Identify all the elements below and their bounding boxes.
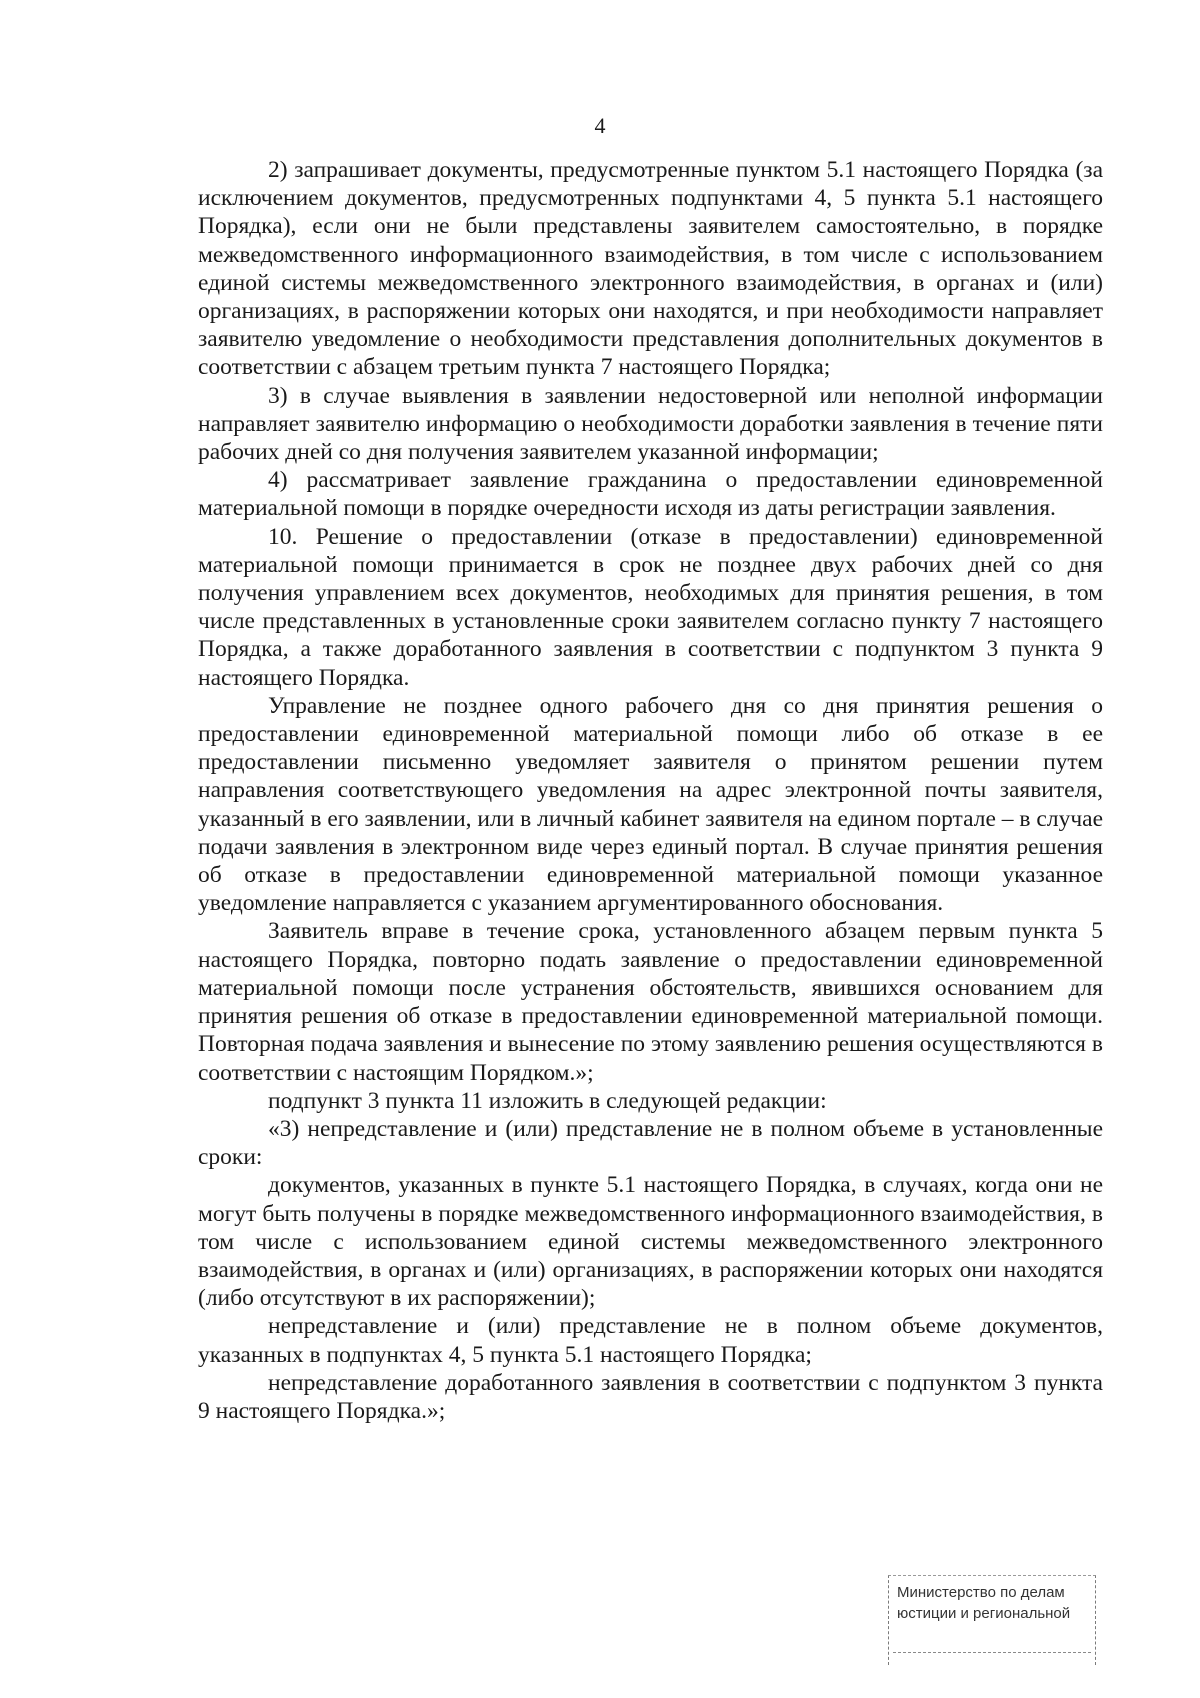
stamp-border <box>893 1652 1091 1653</box>
stamp-line-1: Министерство по делам <box>897 1584 1065 1601</box>
paragraph-new-subitem-3: «3) непредставление и (или) представление не в полном объеме в установленные сроки: <box>198 1115 1103 1171</box>
paragraph-amendment-intro: подпункт 3 пункта 11 изложить в следующей редакции: <box>268 1087 827 1114</box>
paragraph-subitem-3: 3) в случае выявления в заявлении недостоверной или неполной информации направляет заявителю информацию о необходимости доработки заявления в течение пяти рабочих дней со дня получения заявителем указанной информации; <box>198 382 1103 466</box>
stamp-line-2: юстиции и региональной <box>897 1605 1071 1622</box>
paragraph-nonsubmission-docs: непредставление и (или) представление не в полном объеме документов, указанных в подпунктах 4, 5 пункта 5.1 настоящего Порядка; <box>198 1313 1103 1368</box>
paragraph-notification: Управление не позднее одного рабочего дня со дня принятия решения о предоставлении единовременной материальной помощи либо об отказе в ее предоставлении письменно уведомляет заявителя о принятом решении путем направления соответствующего уведомления на адрес электронной почты заявителя, указанный в его заявлении, или в личный кабинет заявителя на едином портале – в случае подачи заявления в электронном виде через единый портал. В случае принятия решения об отказе в предоставлении единовременной материальной помощи указанное уведомление направляется с указанием аргументированного обоснования. <box>198 692 1103 917</box>
ministry-stamp <box>888 1575 1096 1665</box>
paragraph-resubmission: Заявитель вправе в течение срока, установленного абзацем первым пункта 5 настоящего Порядка, повторно подать заявление о предоставлении единовременной материальной помощи после устранения обстоятельств, явившихся основанием для принятия решения об отказе в предоставлении единовременной материальной помощи. Повторная подача заявления и вынесение по этому заявлению решения осуществляются в соответствии с настоящим Порядком.»; <box>198 918 1103 1086</box>
paragraph-item-10: 10. Решение о предоставлении (отказе в предоставлении) единовременной материальной помощи принимается в срок не позднее двух рабочих дней со дня получения управлением всех документов, необходимых для принятия решения, в том числе представленных в установленные сроки заявителем согласно пункту 7 настоящего Порядка, а также доработанного заявления в соответствии с подпунктом 3 пункта 9 настоящего Порядка. <box>198 523 1103 691</box>
paragraph-documents: документов, указанных в пункте 5.1 настоящего Порядка, в случаях, когда они не могут быть получены в порядке межведомственного информационного взаимодействия, в том числе с использованием единой системы межведомственного электронного взаимодействия, в органах и (или) организациях, в распоряжении которых они находятся (либо отсутствуют в их распоряжении); <box>198 1172 1103 1312</box>
paragraph-subitem-2: 2) запрашивает документы, предусмотренные пунктом 5.1 настоящего Порядка (за исключением документов, предусмотренных подпунктами 4, 5 пункта 5.1 настоящего Порядка), если они не были представлены заявителем самостоятельно, в порядке межведомственного информационного взаимодействия, в том числе с использованием единой системы межведомственного электронного взаимодействия, в органах и (или) организациях, в распоряжении которых они находятся, и при необходимости направляет заявителю уведомление о необходимости представления дополнительных документов в соответствии с абзацем третьим пункта 7 настоящего Порядка; <box>198 157 1103 381</box>
page-number: 4 <box>594 113 606 138</box>
paragraph-nonsubmission-application: непредставление доработанного заявления в соответствии с подпунктом 3 пункта 9 настоящего Порядка.»; <box>198 1369 1103 1424</box>
paragraph-subitem-4: 4) рассматривает заявление гражданина о предоставлении единовременной материальной помощи в порядке очередности исходя из даты регистрации заявления. <box>198 467 1103 522</box>
document-body <box>198 156 1103 1425</box>
